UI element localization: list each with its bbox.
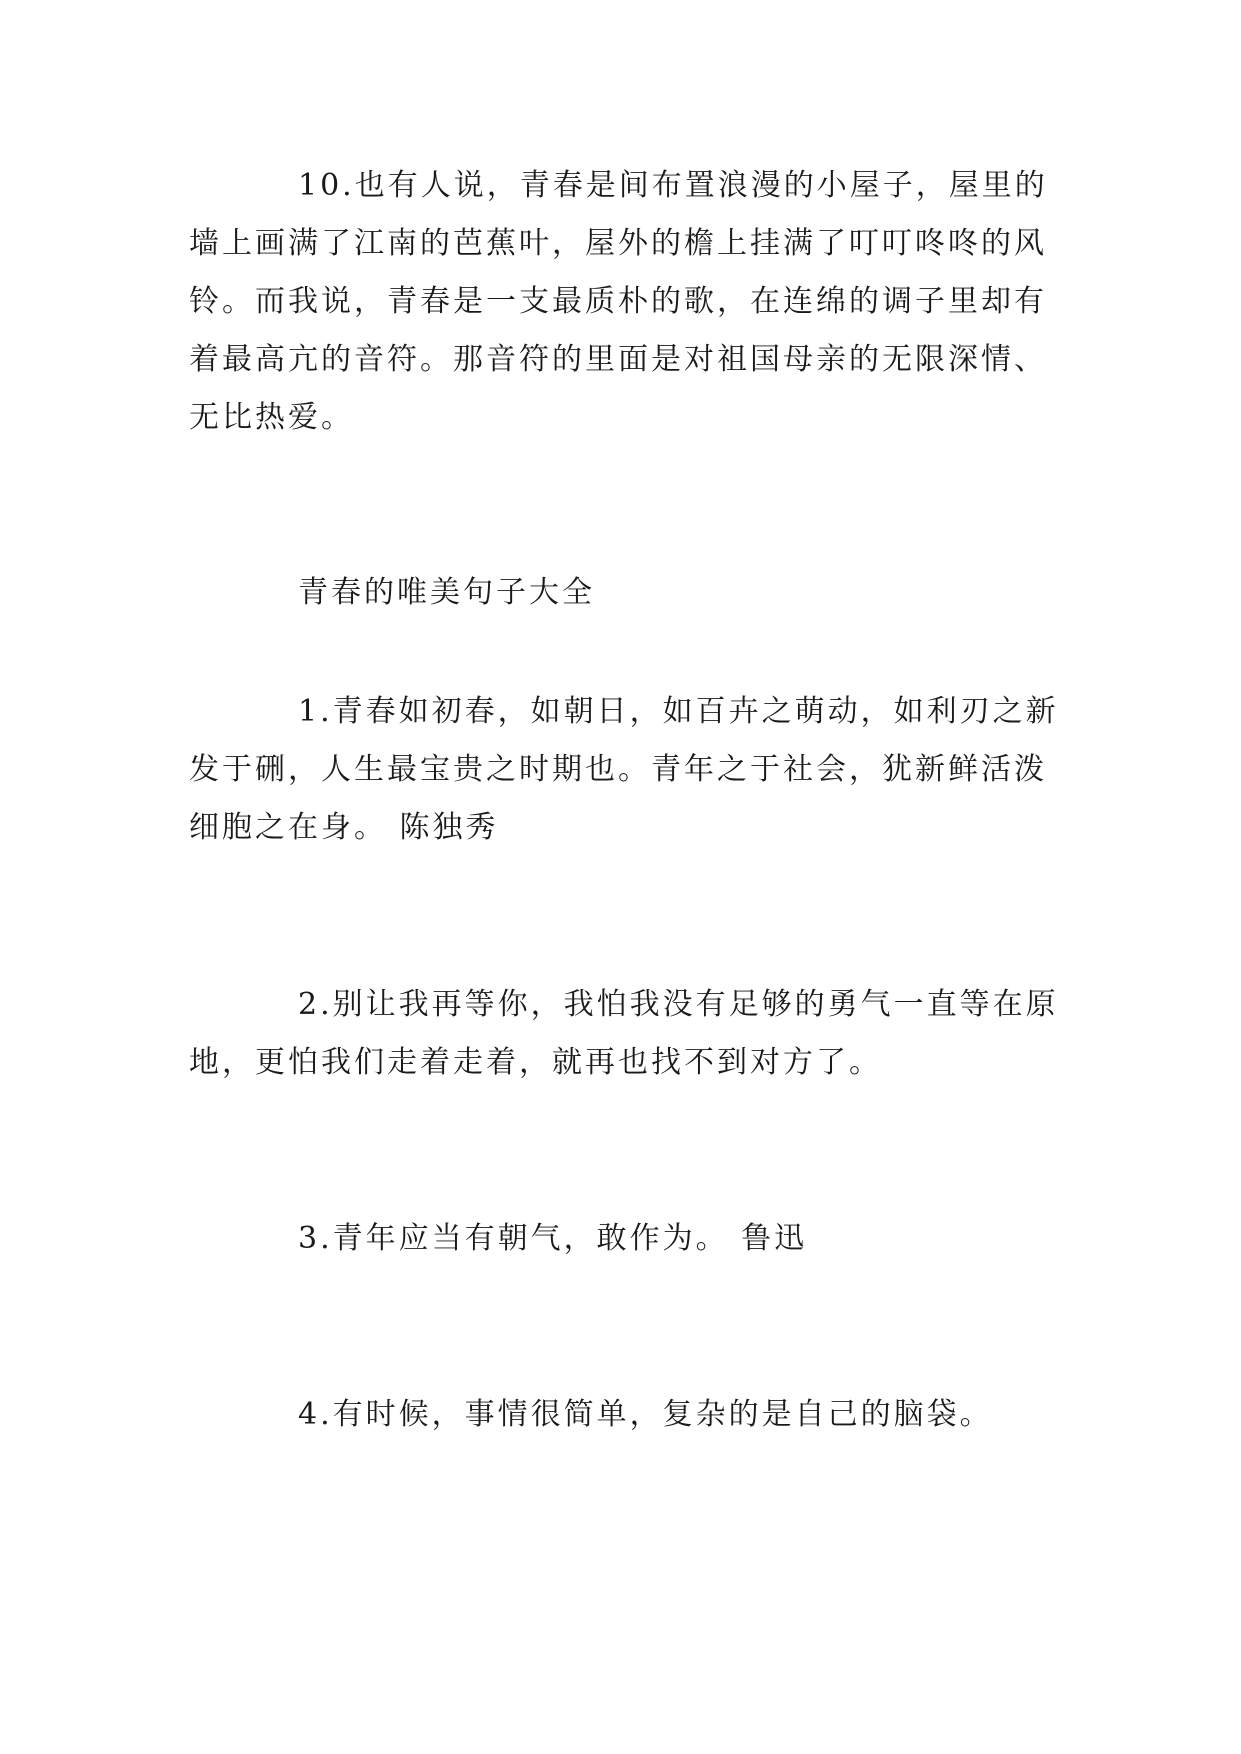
item-1-line-1: 1.青春如初春，如朝日，如百卉之萌动，如利刃之新 <box>298 694 1059 729</box>
paragraph-10-line-1: 10.也有人说，青春是间布置浪漫的小屋子，屋里的 <box>298 168 1048 203</box>
paragraph-10-line-3: 铃。而我说，青春是一支最质朴的歌，在连绵的调子里却有 <box>189 284 1047 319</box>
item-4-line-1: 4.有时候，事情很简单，复杂的是自己的脑袋。 <box>298 1397 993 1432</box>
paragraph-10-line-4: 着最高亢的音符。那音符的里面是对祖国母亲的无限深情、 <box>189 342 1047 377</box>
paragraph-10-line-5: 无比热爱。 <box>189 400 354 435</box>
item-1-line-2: 发于硎，人生最宝贵之时期也。青年之于社会，犹新鲜活泼 <box>189 752 1047 787</box>
section-heading: 青春的唯美句子大全 <box>298 575 595 610</box>
item-3-line-1: 3.青年应当有朝气，敢作为。 鲁迅 <box>298 1221 808 1256</box>
paragraph-10-line-2: 墙上画满了江南的芭蕉叶，屋外的檐上挂满了叮叮咚咚的风 <box>189 226 1047 261</box>
item-2-line-2: 地，更怕我们走着走着，就再也找不到对方了。 <box>189 1045 882 1080</box>
item-2-line-1: 2.别让我再等你，我怕我没有足够的勇气一直等在原 <box>298 987 1059 1022</box>
item-1-line-3: 细胞之在身。 陈独秀 <box>189 810 499 845</box>
